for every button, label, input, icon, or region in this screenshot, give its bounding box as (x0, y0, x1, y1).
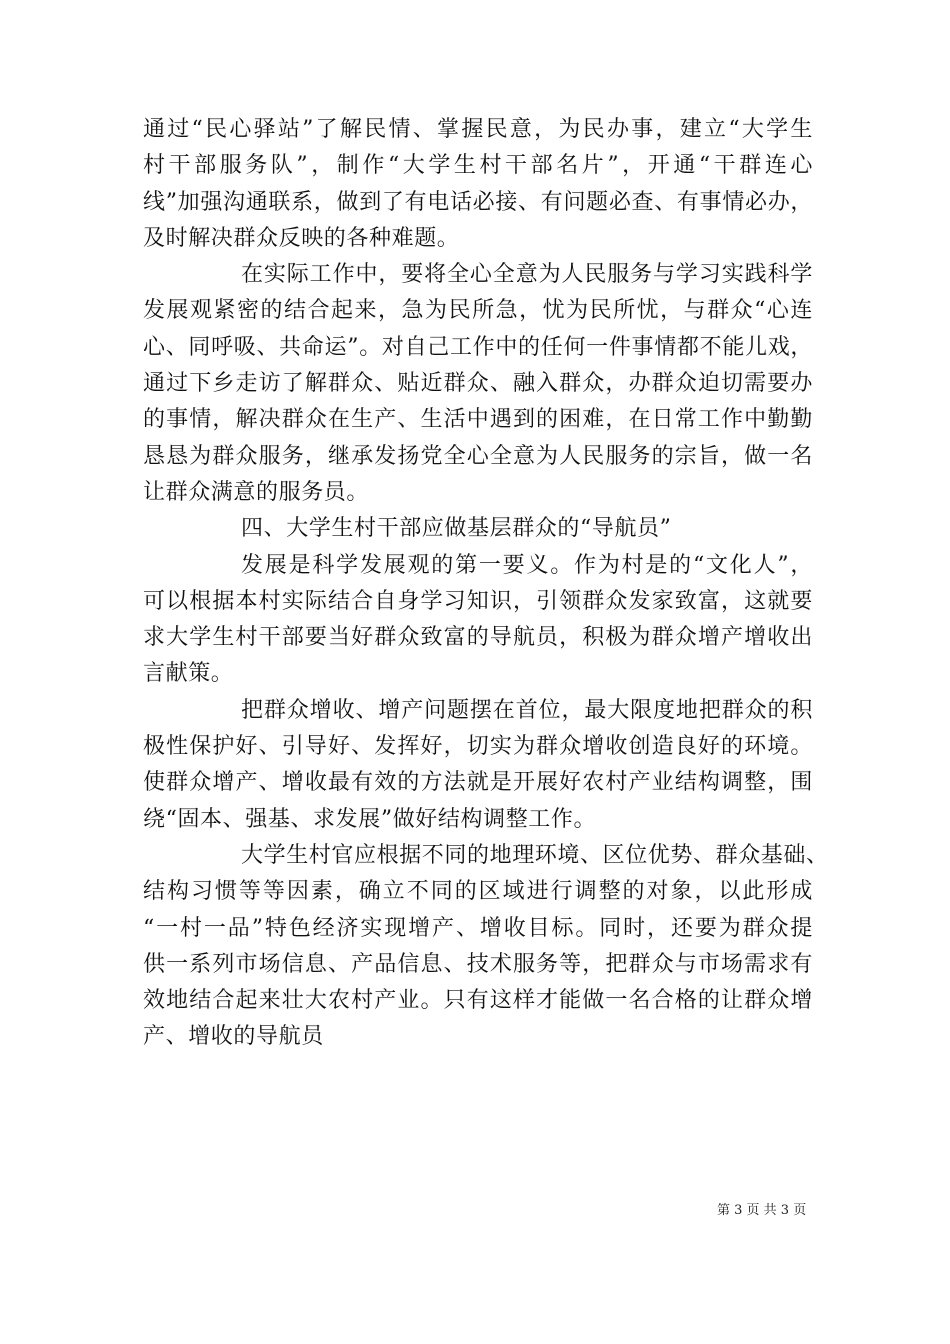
paragraph-line: “一村一品”特色经济实现增产、增收目标。同时，还要为群众提 (143, 915, 813, 941)
paragraph-first-line: 发展是科学发展观的第一要义。作为村是的“文化人”， (241, 552, 813, 578)
paragraph-line: 发展观紧密的结合起来，急为民所急，忧为民所忧，与群众“心连 (143, 298, 813, 324)
paragraph-line: 言献策。 (143, 661, 234, 687)
paragraph-line: 绕“固本、强基、求发展”做好结构调整工作。 (143, 806, 597, 832)
paragraph-first-line: 在实际工作中，要将全心全意为人民服务与学习实践科学 (241, 262, 813, 288)
paragraph-line: 让群众满意的服务员。 (143, 479, 370, 505)
document-body (143, 112, 829, 1056)
paragraph-line: 村干部服务队”，制作“大学生村干部名片”，开通“干群连心 (143, 153, 813, 179)
paragraph-line: 结构习惯等等因素，确立不同的区域进行调整的对象，以此形成 (143, 879, 813, 905)
paragraph-line: 的事情，解决群众在生产、生活中遇到的困难，在日常工作中勤勤 (143, 407, 813, 433)
paragraph-line: 通过下乡走访了解群众、贴近群众、融入群众，办群众迫切需要办 (143, 371, 813, 397)
paragraph-line: 及时解决群众反映的各种难题。 (143, 225, 460, 251)
paragraph-line: 可以根据本村实际结合自身学习知识，引领群众发家致富，这就要 (143, 588, 813, 614)
paragraph-line: 效地结合起来壮大农村产业。只有这样才能做一名合格的让群众增 (143, 988, 813, 1014)
section-heading: 四、大学生村干部应做基层群众的“导航员” (241, 516, 672, 542)
paragraph-line: 恳恳为群众服务，继承发扬党全心全意为人民服务的宗旨，做一名 (143, 443, 813, 469)
paragraph-first-line: 大学生村官应根据不同的地理环境、区位优势、群众基础、 (241, 842, 829, 868)
paragraph-line: 极性保护好、引导好、发挥好，切实为群众增收创造良好的环境。 (143, 734, 813, 760)
paragraph-line: 线”加强沟通联系，做到了有电话必接、有问题必查、有事情必办， (143, 189, 813, 215)
paragraph-line: 通过“民心驿站”了解民情、掌握民意，为民办事，建立“大学生 (143, 117, 813, 142)
page-number: 第 3 页 共 3 页 (717, 1203, 807, 1218)
paragraph-line: 产、增收的导航员 (143, 1024, 324, 1050)
paragraph-line: 求大学生村干部要当好群众致富的导航员，积极为群众增产增收出 (143, 625, 813, 651)
paragraph-first-line: 把群众增收、增产问题摆在首位，最大限度地把群众的积 (241, 697, 813, 723)
paragraph-line: 心、同呼吸、共命运”。对自己工作中的任何一件事情都不能儿戏， (143, 334, 813, 360)
paragraph-line: 供一系列市场信息、产品信息、技术服务等，把群众与市场需求有 (143, 951, 813, 977)
paragraph-line: 使群众增产、增收最有效的方法就是开展好农村产业结构调整，围 (143, 770, 813, 796)
